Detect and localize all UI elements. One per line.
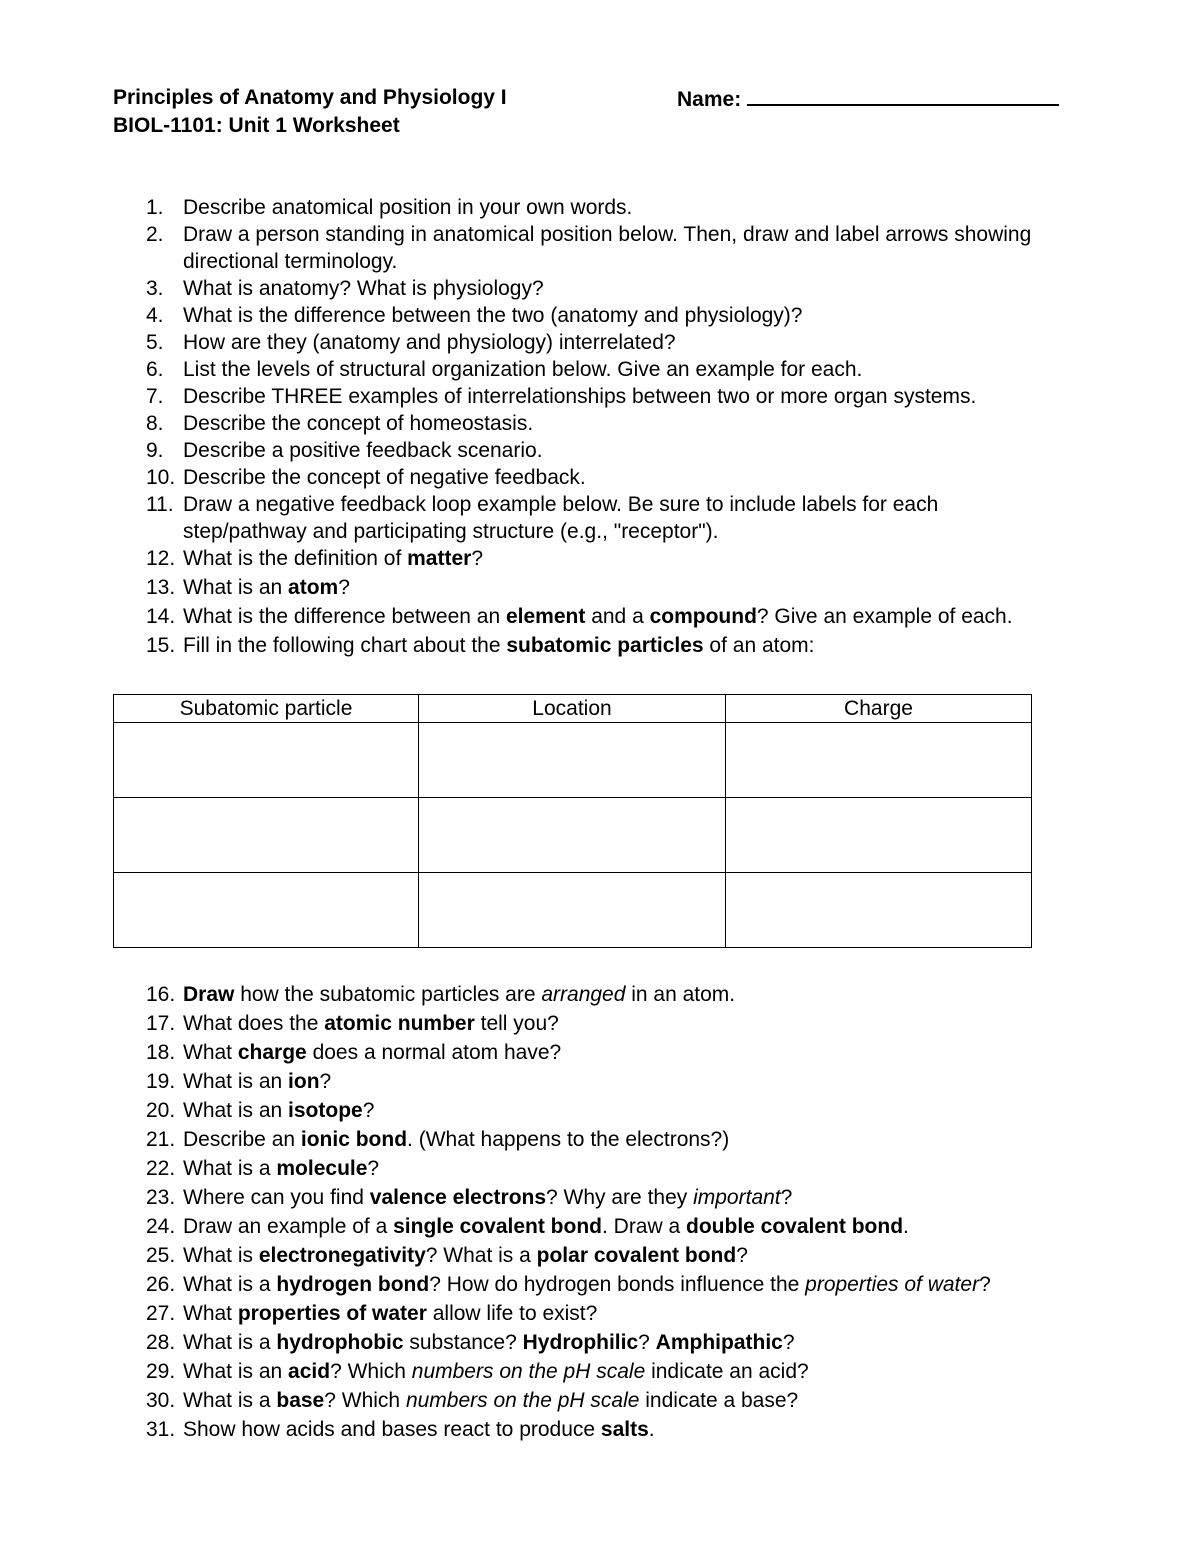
chart-cell[interactable] (114, 798, 419, 873)
question-number: 15. (146, 634, 176, 657)
question-text: What is electronegativity? What is a polar covalent bond? (183, 1244, 748, 1267)
question-number: 23. (146, 1186, 176, 1209)
question-text: How are they (anatomy and physiology) interrelated? (183, 331, 676, 354)
question-number: 14. (146, 605, 176, 628)
question-text: List the levels of structural organization below. Give an example for each. (183, 358, 863, 381)
chart-header-location: Location (419, 695, 726, 723)
name-field[interactable] (677, 86, 1059, 112)
question-text: What is a molecule? (183, 1157, 380, 1180)
question-number: 2. (146, 223, 164, 246)
question-text: Describe THREE examples of interrelationships between two or more organ systems. (183, 385, 977, 408)
chart-cell[interactable] (419, 798, 726, 873)
question-text: Draw a negative feedback loop example below. Be sure to include labels for each step/pathway and participating structure (e.g., "receptor"). (183, 493, 939, 543)
question-text: Show how acids and bases react to produce salts. (183, 1418, 655, 1441)
name-label: Name: (677, 88, 742, 111)
chart-cell[interactable] (726, 873, 1032, 948)
question-text: What properties of water allow life to exist? (183, 1302, 598, 1325)
question-text: What is an ion? (183, 1070, 332, 1093)
question-number: 31. (146, 1418, 176, 1441)
question-text: Where can you find valence electrons? Why are they important? (183, 1186, 793, 1209)
course-title: Principles of Anatomy and Physiology I (113, 86, 507, 109)
question-text: What is anatomy? What is physiology? (183, 277, 544, 300)
chart-cell[interactable] (726, 723, 1032, 798)
question-text: What is the difference between an element and a compound? Give an example of each. (183, 605, 1013, 628)
question-text: Draw a person standing in anatomical position below. Then, draw and label arrows showing directional terminology. (183, 223, 1032, 273)
question-text: Draw an example of a single covalent bond. Draw a double covalent bond. (183, 1215, 909, 1238)
question-number: 13. (146, 576, 176, 599)
question-number: 24. (146, 1215, 176, 1238)
chart-cell[interactable] (114, 723, 419, 798)
question-number: 11. (146, 493, 174, 516)
chart-row (114, 873, 1032, 948)
question-text: What does the atomic number tell you? (183, 1012, 559, 1035)
question-number: 10. (146, 466, 176, 489)
question-number: 22. (146, 1157, 176, 1180)
question-text: Describe the concept of negative feedback. (183, 466, 586, 489)
question-number: 5. (146, 331, 164, 354)
question-number: 20. (146, 1099, 176, 1122)
question-text: What is an isotope? (183, 1099, 375, 1122)
question-text: Describe anatomical position in your own words. (183, 196, 633, 219)
question-text: What is a hydrogen bond? How do hydrogen bonds influence the properties of water? (183, 1273, 991, 1296)
question-text: What is a hydrophobic substance? Hydrophilic? Amphipathic? (183, 1331, 795, 1354)
chart-header-particle: Subatomic particle (114, 695, 419, 723)
question-number: 1. (146, 196, 164, 219)
question-text: What charge does a normal atom have? (183, 1041, 562, 1064)
question-text: What is an atom? (183, 576, 350, 599)
question-number: 29. (146, 1360, 176, 1383)
question-text: What is a base? Which numbers on the pH scale indicate a base? (183, 1389, 799, 1412)
question-number: 12. (146, 547, 176, 570)
question-text: What is the definition of matter? (183, 547, 484, 570)
question-text: What is the difference between the two (anatomy and physiology)? (183, 304, 803, 327)
question-text: Describe the concept of homeostasis. (183, 412, 534, 435)
question-text: What is an acid? Which numbers on the pH scale indicate an acid? (183, 1360, 809, 1383)
chart-row (114, 723, 1032, 798)
question-number: 25. (146, 1244, 176, 1267)
question-number: 28. (146, 1331, 176, 1354)
subatomic-particles-chart (113, 694, 1032, 948)
chart-cell[interactable] (726, 798, 1032, 873)
question-number: 27. (146, 1302, 176, 1325)
question-text: Describe a positive feedback scenario. (183, 439, 543, 462)
question-number: 30. (146, 1389, 176, 1412)
question-number: 19. (146, 1070, 176, 1093)
question-number: 6. (146, 358, 164, 381)
question-text: Fill in the following chart about the subatomic particles of an atom: (183, 634, 815, 657)
question-text: Describe an ionic bond. (What happens to the electrons?) (183, 1128, 730, 1151)
question-number: 3. (146, 277, 164, 300)
question-number: 21. (146, 1128, 176, 1151)
chart-cell[interactable] (114, 873, 419, 948)
chart-cell[interactable] (419, 723, 726, 798)
question-text: Draw how the subatomic particles are arranged in an atom. (183, 983, 736, 1006)
chart-cell[interactable] (419, 873, 726, 948)
question-number: 26. (146, 1273, 176, 1296)
question-number: 18. (146, 1041, 176, 1064)
worksheet-title: BIOL-1101: Unit 1 Worksheet (113, 114, 400, 137)
question-number: 8. (146, 412, 164, 435)
chart-header-charge: Charge (726, 695, 1032, 723)
question-number: 16. (146, 983, 176, 1006)
question-number: 7. (146, 385, 164, 408)
name-blank-line[interactable] (747, 86, 1059, 106)
chart-row (114, 798, 1032, 873)
question-number: 4. (146, 304, 164, 327)
question-number: 17. (146, 1012, 176, 1035)
question-number: 9. (146, 439, 164, 462)
chart-header-row (114, 695, 1032, 723)
